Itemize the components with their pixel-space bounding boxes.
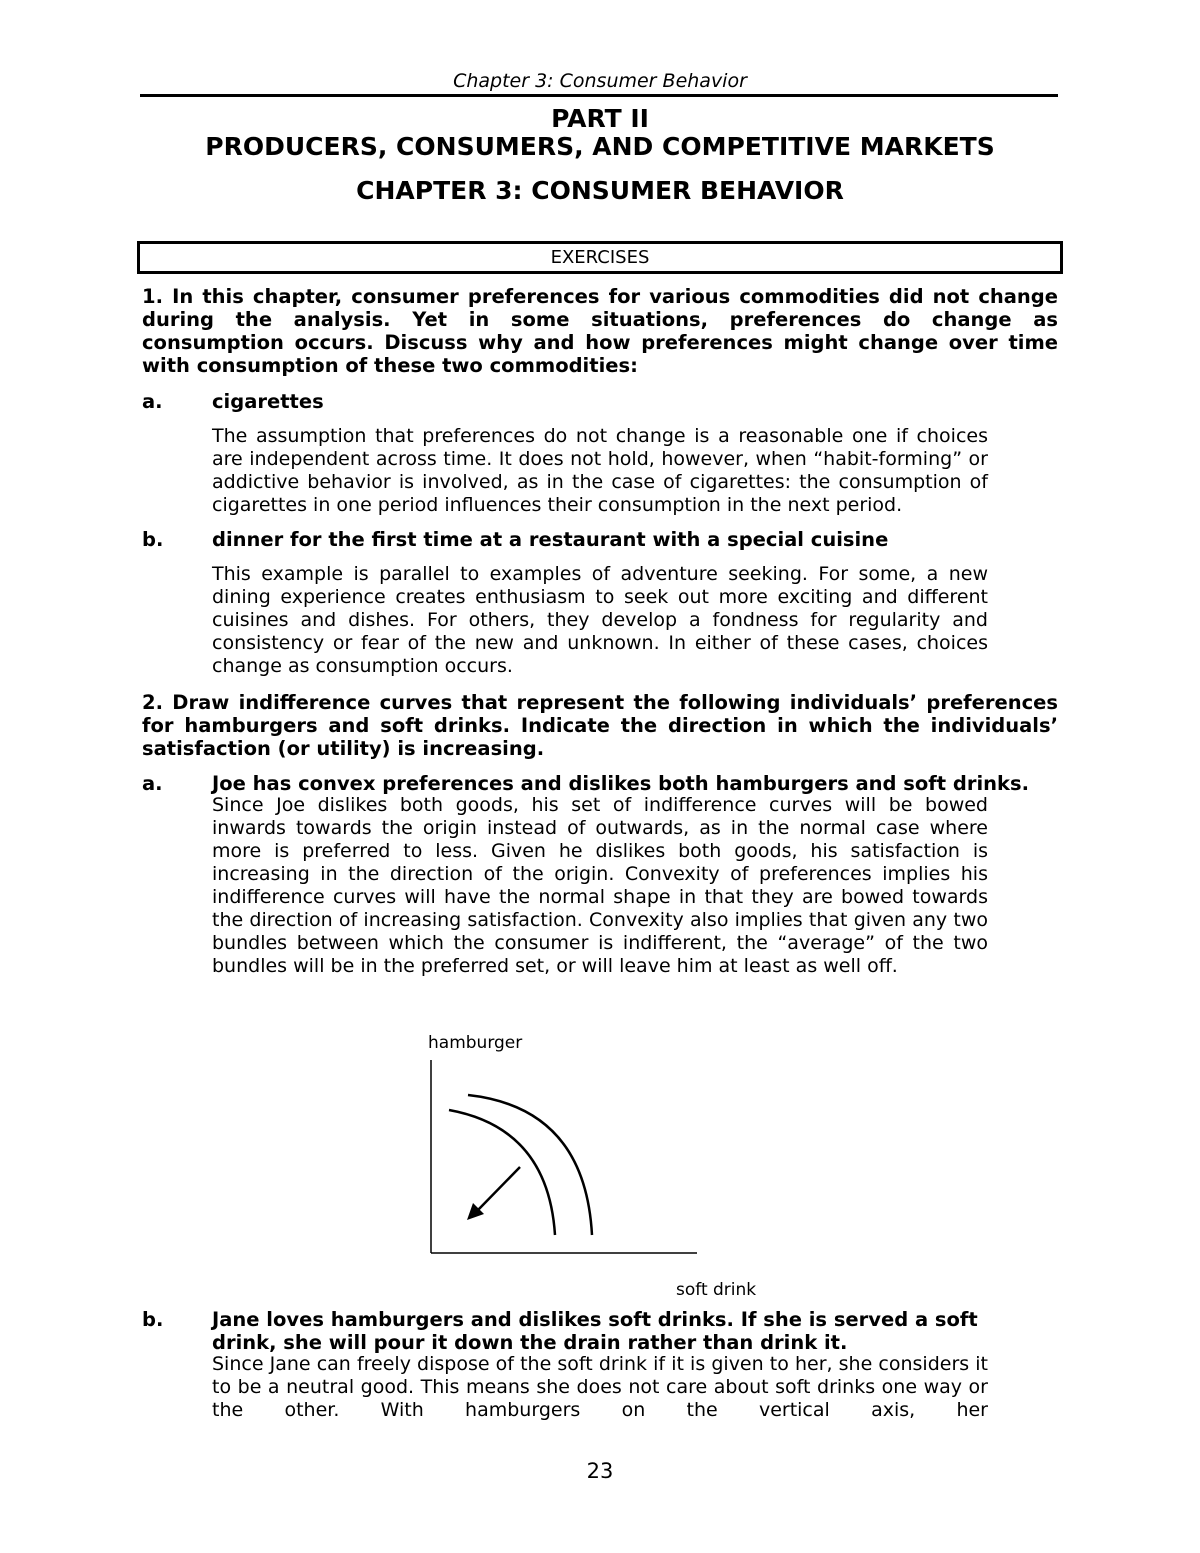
question-2-line: satisfaction (or utility) is increasing. [142, 737, 545, 760]
utility-direction-arrow [478, 1167, 520, 1210]
part-subtitle: PRODUCERS, CONSUMERS, AND COMPETITIVE MARKETS [205, 132, 995, 161]
question-1-line: consumption occurs. Discuss why and how preferences might change over time [142, 331, 1058, 354]
question-2-line: 2. Draw indifference curves that represent the following individuals’ preferences [142, 691, 1058, 714]
chapter-title: CHAPTER 3: CONSUMER BEHAVIOR [356, 176, 844, 205]
q1-a-label: a. [142, 390, 163, 413]
q2-b-title-line: Jane loves hamburgers and dislikes soft drinks. If she is served a soft [212, 1308, 978, 1331]
question-1-line: 1. In this chapter, consumer preferences for various commodities did not change [142, 285, 1058, 308]
q1-a-answer: The assumption that preferences do not change is a reasonable one if choices are independent across time. It does not hold, however, when “habit-forming” or addictive behavior is involved, as in the case of cigarettes: the consumption of cigarettes in one period influences their consumption in the next period. [212, 425, 988, 516]
q2-a-label: a. [142, 772, 163, 795]
question-2 [142, 691, 1058, 760]
exercises-heading: EXERCISES [137, 241, 1063, 274]
indifference-curve-inner [449, 1110, 555, 1235]
question-2-line: for hamburgers and soft drinks. Indicate the direction in which the individuals’ [142, 714, 1058, 737]
indifference-curve-outer [468, 1095, 592, 1235]
question-1-line: during the analysis. Yet in some situations, preferences do change as [142, 308, 1058, 331]
indifference-curve-graph [420, 1050, 720, 1270]
q1-b-answer: This example is parallel to examples of adventure seeking. For some, a new dining experience creates enthusiasm to seek out more exciting and different cuisines and dishes. For others, they develop a fondness for regularity and consistency or fear of the new and unknown. In either of these cases, choices change as consumption occurs. [212, 563, 988, 677]
q2-b-answer: Since Jane can freely dispose of the soft drink if it is given to her, she considers it to be a neutral good. This means she does not care about soft drinks one way or the other. With hamburgers on the vertical axis, her [212, 1353, 988, 1421]
part-title: PART II [551, 104, 649, 133]
q1-b-label: b. [142, 528, 164, 551]
q2-b-title-line: drink, she will pour it down the drain rather than drink it. [212, 1331, 848, 1354]
q1-a-title: cigarettes [212, 390, 324, 413]
page-number: 23 [586, 1459, 614, 1483]
y-axis-label: hamburger [428, 1033, 523, 1053]
q1-b-title: dinner for the first time at a restaurant with a special cuisine [212, 528, 889, 551]
q2-b-title [212, 1308, 992, 1354]
question-1-line: with consumption of these two commodities: [142, 354, 638, 377]
q2-b-label: b. [142, 1308, 164, 1331]
q2-a-answer: Since Joe dislikes both goods, his set of indifference curves will be bowed inwards towards the origin instead of outwards, as in the normal case where more is preferred to less. Given he dislikes both goods, his satisfaction is increasing in the direction of the origin. Convexity of preferences implies his indifference curves will have the normal shape in that they are bowed towards the direction of increasing satisfaction. Convexity also implies that given any two bundles between which the consumer is indifferent, the “average” of the two bundles will be in the preferred set, or will leave him at least as well off. [212, 794, 988, 977]
question-1 [142, 285, 1058, 377]
running-header: Chapter 3: Consumer Behavior [453, 70, 747, 92]
q2-a-title: Joe has convex preferences and dislikes both hamburgers and soft drinks. [212, 772, 1030, 795]
header-rule [140, 94, 1058, 97]
x-axis-label: soft drink [676, 1280, 757, 1300]
